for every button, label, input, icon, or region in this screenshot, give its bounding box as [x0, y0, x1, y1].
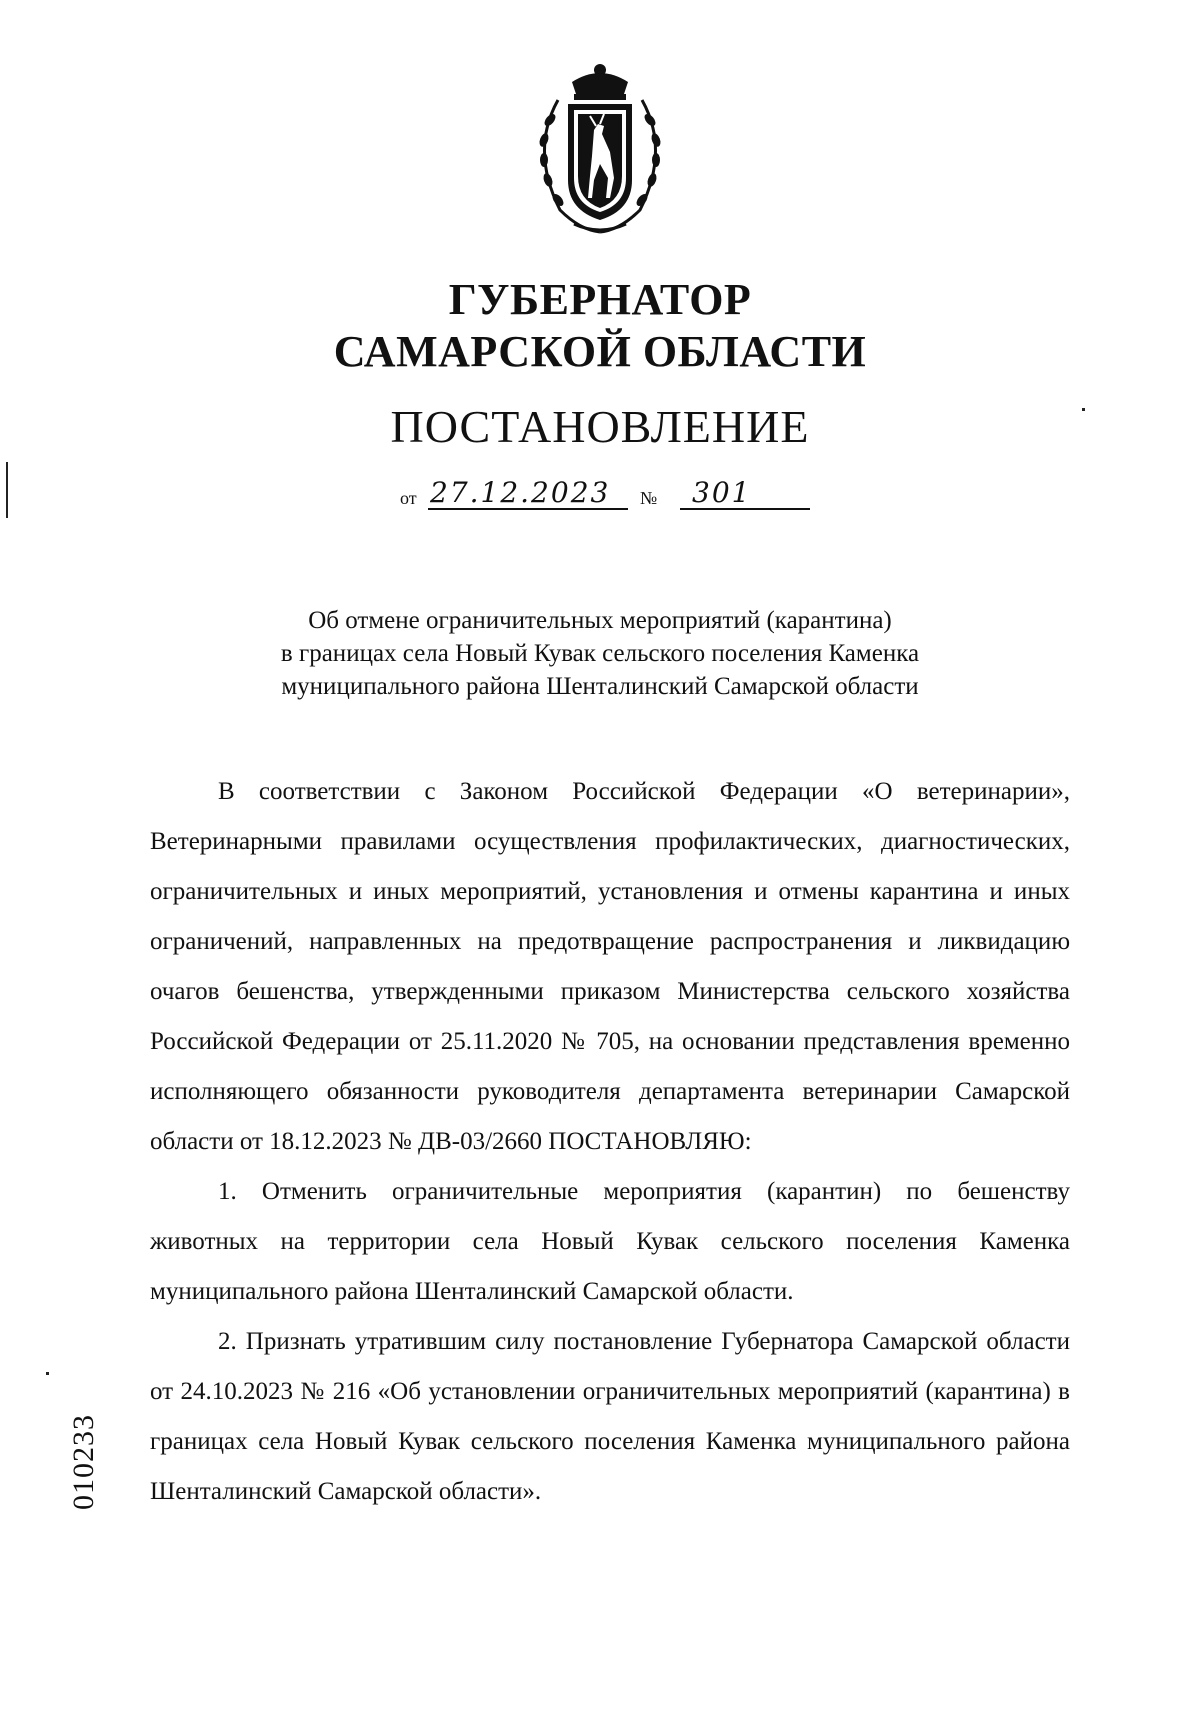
scan-dot [46, 1372, 49, 1375]
document-body [150, 767, 1070, 1517]
item-2-paragraph: 2. Признать утратившим силу постановление Губернатора Самарской области от 24.10.2023 № 216 «Об установлении ограничительных мероприятий (карантина) в границах села Новый Кувак сельского поселения Каменка муниципального района Шенталинский Самарской области». [150, 1328, 1070, 1505]
document-subject [150, 604, 1050, 703]
scan-edge-mark [6, 462, 8, 518]
scan-dot [1082, 408, 1085, 411]
serial-number: 010233 [67, 1414, 100, 1510]
date-number-line [400, 478, 820, 512]
coat-of-arms-icon [520, 60, 680, 240]
handwritten-number: 301 [692, 476, 752, 509]
item-1-paragraph: 1. Отменить ограничительные мероприятия (карантин) по бешенству животных на территории села Новый Кувак сельского поселения Каменка муниципального района Шенталинский Самарской области. [150, 1178, 1070, 1305]
number-underline [680, 508, 810, 510]
subject-line: в границах села Новый Кувак сельского поселения Каменка [280, 640, 920, 667]
subject-line: Об отмене ограничительных мероприятий (карантина) [308, 607, 892, 634]
date-underline [428, 508, 628, 510]
issuer-title: ГУБЕРНАТОР [448, 275, 752, 324]
issuer-region: САМАРСКОЙ ОБЛАСТИ [333, 327, 867, 376]
document-type: ПОСТАНОВЛЕНИЕ [390, 401, 810, 452]
date-prefix: от [400, 488, 417, 508]
number-prefix: № [640, 488, 658, 508]
handwritten-date: 27.12.2023 [430, 476, 611, 509]
subject-line: муниципального района Шенталинский Самарской области [281, 673, 919, 700]
preamble-paragraph: В соответствии с Законом Российской Федерации «О ветеринарии», Ветеринарными правилами осуществления профилактических, диагностических, ограничительных и иных мероприятий, установления и отмены карантина и иных ограничений, направленных на предотвращение распространения и ликвидацию очагов бешенства, утвержденными приказом Министерства сельского хозяйства Российской Федерации от 25.11.2020 № 705, на основании представления временно исполняющего обязанности руководителя департамента ветеринарии Самарской области от 18.12.2023 № ДВ-03/2660 ПОСТАНОВЛЯЮ: [150, 778, 1070, 1155]
